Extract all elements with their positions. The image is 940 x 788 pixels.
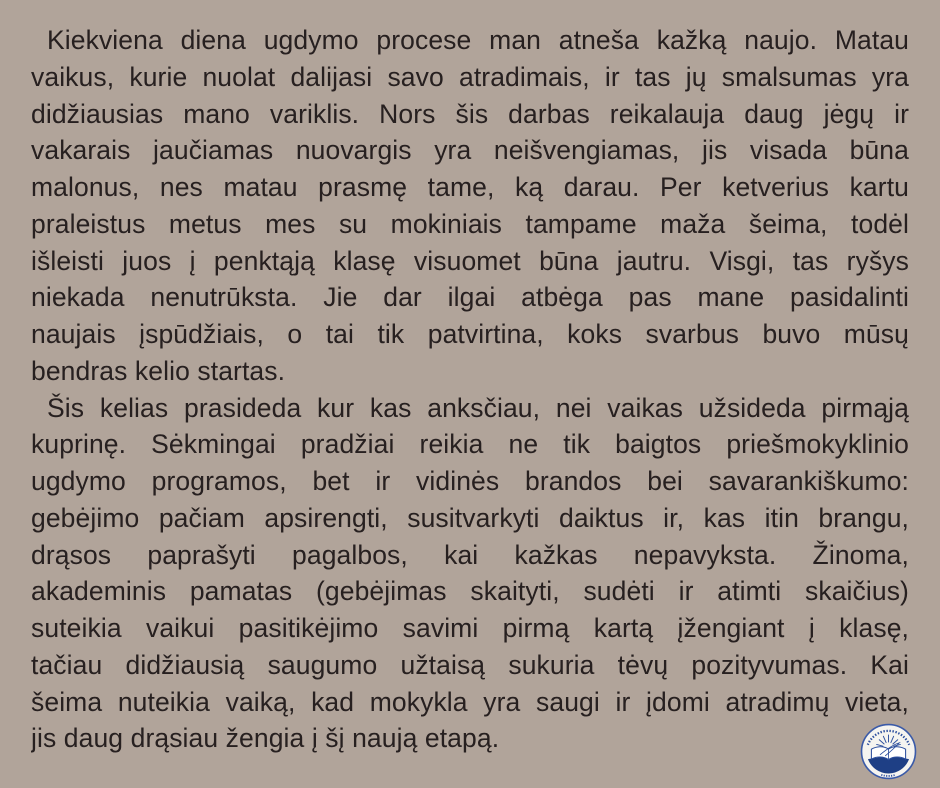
- text-line: išleisti juos į penktąją klasę visuomet būna jautru. Visgi, tas ryšys: [31, 245, 909, 276]
- text-line: Kiekviena diena ugdymo procese man atneša kažką naujo. Matau: [47, 25, 909, 55]
- text-line: didžiausias mano variklis. Nors šis darbas reikalauja daug jėgų ir: [31, 98, 909, 129]
- text-line: ugdymo programos, bet ir vidinės brandos bei savarankiškumo:: [31, 466, 909, 496]
- text-line: bendras kelio startas.: [31, 355, 286, 386]
- school-emblem-logo: [860, 723, 917, 780]
- text-line: Šis kelias prasideda kur kas anksčiau, nei vaikas užsideda pirmąją: [47, 392, 909, 423]
- paragraph-1: [31, 22, 909, 390]
- text-line: naujais įspūdžiais, o tai tik patvirtina, koks svarbus buvo mūsų: [31, 319, 909, 349]
- text-line: suteikia vaikui pasitikėjimo savimi pirmą kartą įžengiant į klasę,: [31, 613, 909, 643]
- text-line: vakarais jaučiamas nuovargis yra neišvengiamas, jis visada būna: [31, 135, 909, 166]
- text-line: drąsos paprašyti pagalbos, kai kažkas nepavyksta. Žinoma,: [31, 539, 909, 570]
- text-line: jis daug drąsiau žengia į šį naują etapą.: [31, 723, 500, 754]
- text-line: malonus, nes matau prasmę tame, ką darau. Per ketverius kartu: [31, 172, 909, 202]
- text-line: tačiau didžiausią saugumo užtaisą sukuria tėvų pozityvumas. Kai: [31, 649, 909, 680]
- text-line: šeima nuteikia vaiką, kad mokykla yra saugi ir įdomi atradimų vieta,: [31, 686, 909, 717]
- text-line: gebėjimo pačiam apsirengti, susitvarkyti daiktus ir, kas itin brangu,: [31, 502, 909, 533]
- text-line: kuprinę. Sėkmingai pradžiai reikia ne tik baigtos priešmokyklinio: [31, 429, 909, 460]
- text-line: praleistus metus mes su mokiniais tampame maža šeima, todėl: [31, 208, 909, 239]
- text-line: vaikus, kurie nuolat dalijasi savo atradimais, ir tas jų smalsumas yra: [31, 61, 909, 92]
- paragraph-2: [31, 390, 909, 758]
- text-line: akademinis pamatas (gebėjimas skaityti, sudėti ir atimti skaičius): [31, 576, 909, 607]
- text-line: niekada nenutrūksta. Jie dar ilgai atbėga pas mane pasidalinti: [31, 282, 909, 313]
